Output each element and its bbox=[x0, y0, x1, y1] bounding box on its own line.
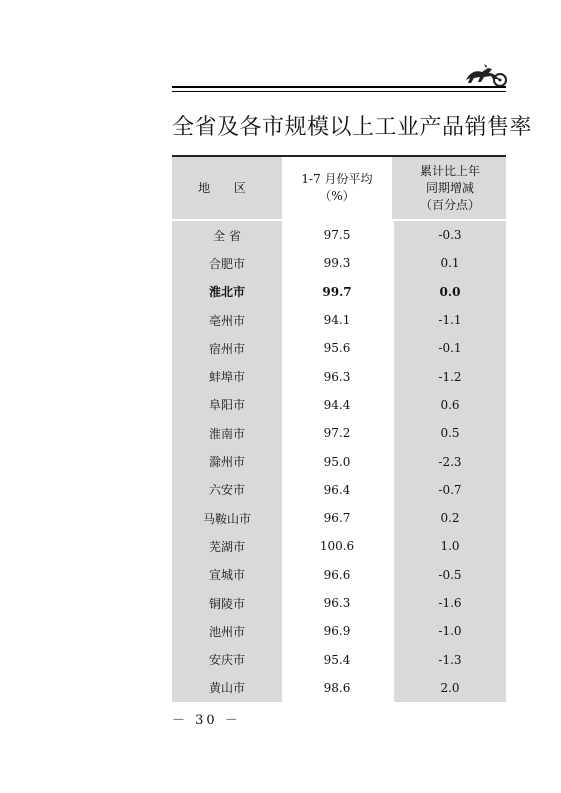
average-cell: 99.3 bbox=[282, 249, 392, 277]
change-cell: 0.2 bbox=[394, 504, 506, 532]
table-header bbox=[172, 155, 506, 219]
region-cell: 阜阳市 bbox=[172, 391, 282, 419]
average-cell: 96.7 bbox=[282, 504, 392, 532]
header-rule bbox=[172, 86, 506, 88]
table-row bbox=[172, 645, 506, 673]
region-cell: 芜湖市 bbox=[172, 532, 282, 560]
region-cell: 蚌埠市 bbox=[172, 362, 282, 390]
region-cell: 池州市 bbox=[172, 617, 282, 645]
average-cell: 96.3 bbox=[282, 589, 392, 617]
average-cell: 95.6 bbox=[282, 334, 392, 362]
table-row bbox=[172, 589, 506, 617]
average-cell: 95.0 bbox=[282, 447, 392, 475]
table-row bbox=[172, 249, 506, 277]
change-cell: -0.5 bbox=[394, 561, 506, 589]
header-region: 地 区 bbox=[198, 180, 256, 195]
region-cell: 淮南市 bbox=[172, 419, 282, 447]
region-cell: 黄山市 bbox=[172, 674, 282, 702]
header-rule-thin bbox=[172, 91, 506, 92]
table-body bbox=[172, 221, 506, 702]
table-row bbox=[172, 221, 506, 249]
table-row bbox=[172, 278, 506, 306]
change-cell: -2.3 bbox=[394, 447, 506, 475]
horse-chariot-logo-icon bbox=[462, 60, 508, 88]
change-cell: 0.0 bbox=[394, 278, 506, 306]
change-cell: -1.1 bbox=[394, 306, 506, 334]
region-cell: 合肥市 bbox=[172, 249, 282, 277]
region-cell: 马鞍山市 bbox=[172, 504, 282, 532]
table-row bbox=[172, 476, 506, 504]
change-cell: -1.2 bbox=[394, 362, 506, 390]
average-cell: 96.3 bbox=[282, 362, 392, 390]
region-cell: 安庆市 bbox=[172, 645, 282, 673]
region-cell: 宿州市 bbox=[172, 334, 282, 362]
region-cell: 铜陵市 bbox=[172, 589, 282, 617]
header-change: 累计比上年 同期增减 （百分点） bbox=[419, 163, 480, 212]
table-row bbox=[172, 617, 506, 645]
page-number: － 30 － bbox=[172, 713, 241, 728]
table-row bbox=[172, 362, 506, 390]
region-cell: 滁州市 bbox=[172, 447, 282, 475]
table-row bbox=[172, 334, 506, 362]
average-cell: 96.6 bbox=[282, 561, 392, 589]
average-cell: 97.5 bbox=[282, 221, 392, 249]
region-cell: 全 省 bbox=[172, 221, 282, 249]
change-cell: -0.3 bbox=[394, 221, 506, 249]
average-cell: 94.4 bbox=[282, 391, 392, 419]
region-cell: 亳州市 bbox=[172, 306, 282, 334]
average-cell: 96.4 bbox=[282, 476, 392, 504]
table-row bbox=[172, 504, 506, 532]
change-cell: 2.0 bbox=[394, 674, 506, 702]
header-average: 1-7 月份平均 （%） bbox=[282, 157, 392, 219]
sales-rate-table bbox=[172, 155, 506, 702]
average-cell: 98.6 bbox=[282, 674, 392, 702]
change-cell: 0.1 bbox=[394, 249, 506, 277]
region-cell: 宣城市 bbox=[172, 561, 282, 589]
table-row bbox=[172, 391, 506, 419]
change-cell: 1.0 bbox=[394, 532, 506, 560]
average-cell: 96.9 bbox=[282, 617, 392, 645]
average-cell: 97.2 bbox=[282, 419, 392, 447]
change-cell: -0.1 bbox=[394, 334, 506, 362]
region-cell: 淮北市 bbox=[172, 278, 282, 306]
change-cell: -0.7 bbox=[394, 476, 506, 504]
change-cell: -1.3 bbox=[394, 645, 506, 673]
change-cell: 0.6 bbox=[394, 391, 506, 419]
table-row bbox=[172, 447, 506, 475]
average-cell: 94.1 bbox=[282, 306, 392, 334]
average-cell: 99.7 bbox=[282, 278, 392, 306]
table-row bbox=[172, 419, 506, 447]
table-row bbox=[172, 561, 506, 589]
table-row bbox=[172, 674, 506, 702]
page-title: 全省及各市规模以上工业产品销售率 bbox=[172, 115, 533, 140]
change-cell: -1.0 bbox=[394, 617, 506, 645]
change-cell: 0.5 bbox=[394, 419, 506, 447]
change-cell: -1.6 bbox=[394, 589, 506, 617]
table-row bbox=[172, 532, 506, 560]
average-cell: 95.4 bbox=[282, 645, 392, 673]
table-row bbox=[172, 306, 506, 334]
average-cell: 100.6 bbox=[282, 532, 392, 560]
region-cell: 六安市 bbox=[172, 476, 282, 504]
